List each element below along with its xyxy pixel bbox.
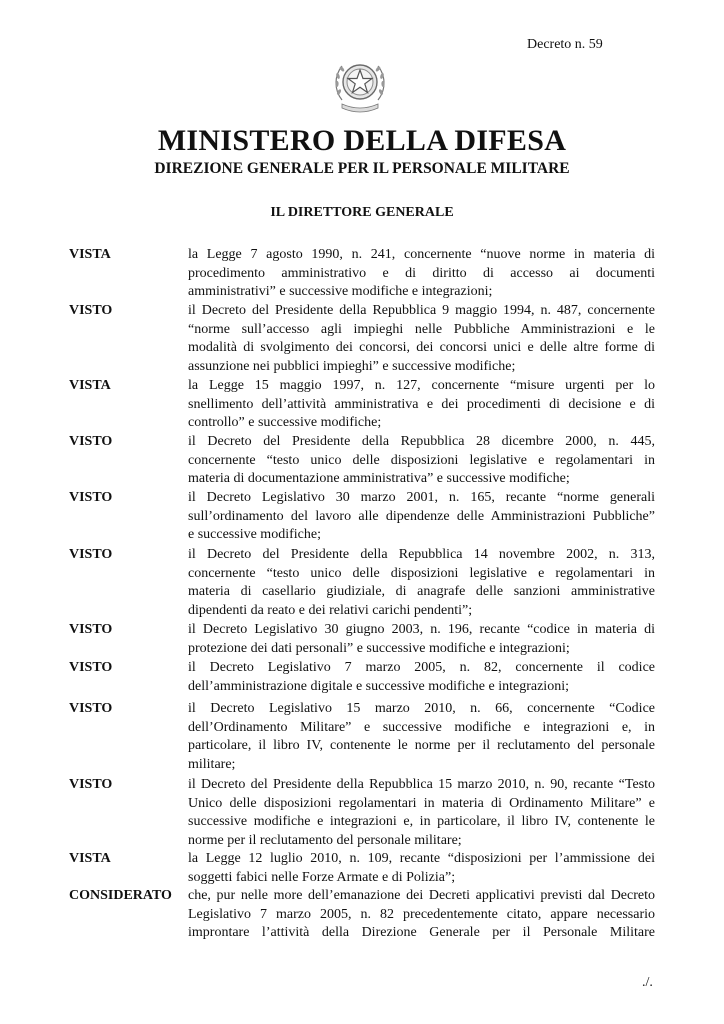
entry-text [188,776,655,851]
entry-text-line: il Decreto Legislativo 30 giugno 2003, n. 196, recante “codice in materia di [188,622,655,637]
entry-text-line: materia di casellario giudiziale, di anagrafe delle sanzioni amministrative [188,584,655,600]
entry-text-line: Legislativo 7 marzo 2005, n. 82 precedentemente citato, appare necessario [188,906,655,922]
entry-text-line: il Decreto del Presidente della Repubblica 14 novembre 2002, n. 313, [188,547,655,562]
entry-text-line: il Decreto Legislativo 15 marzo 2010, n. 66, concernente “Codice [188,701,655,716]
entry-text-line: il Decreto del Presidente della Repubblica 9 maggio 1994, n. 487, concernente [188,303,655,318]
entry-text-line: concernente “testo unico delle disposizioni legislative e regolamentari in [188,565,655,581]
entry-text-line: il Decreto del Presidente della Repubblica 15 marzo 2010, n. 90, recante “Testo [188,777,655,792]
entry-text-line: sull’ordinamento del lavoro alle dipendenze delle Amministrazioni Pubbliche” [188,508,655,524]
entry-text [188,700,655,775]
entry-label: VISTO [69,490,113,505]
entry-text [188,850,655,887]
entry-text [188,433,655,489]
entry-text [188,887,655,943]
entry-text-line: dipendenti da reato e dei relativi carichi pendenti”; [188,603,473,619]
entry-text-line: amministrativi” e successive modifiche e integrazioni; [188,284,493,300]
entry-label: VISTO [69,622,113,637]
entry-text-line: dell’amministrazione digitale e successive modifiche e integrazioni; [188,678,569,694]
entry-text-line: materia di documentazione amministrativa” e successive modifiche; [188,471,570,487]
entry-text-line: norme per il reclutamento del personale militare; [188,833,462,849]
continuation-mark: ./. [642,975,653,990]
entry-text [188,489,655,545]
entry-text-line: procedimento amministrativo e di diritto di accesso ai documenti [188,265,655,281]
entry-text-line: Unico delle disposizioni regolamentari in materia di Ordinamento Militare” e [188,795,655,811]
entry-text-line: il Decreto del Presidente della Repubblica 28 dicembre 2000, n. 445, [188,434,655,449]
entry-text-line: il Decreto Legislativo 7 marzo 2005, n. 82, concernente il codice [188,660,655,675]
entry-text [188,546,655,621]
entry-label: VISTA [69,378,111,393]
entry-text-line: modalità di svolgimento dei concorsi, dei concorsi unici e delle altre forme di [188,340,655,356]
entry-text-line: la Legge 12 luglio 2010, n. 109, recante “disposizioni per l’ammissione dei [188,851,655,866]
entry-label: VISTO [69,701,113,716]
entry-label: VISTO [69,777,113,792]
entry-text [188,621,655,658]
entry-label: VISTO [69,434,113,449]
entry-text-line: controllo” e successive modifiche; [188,415,382,431]
entry-text-line: protezione dei dati personali” e successive modifiche e integrazioni; [188,640,570,656]
entry-text-line: militare; [188,757,236,773]
entry-label: VISTO [69,660,113,675]
entry-text-line: successive modifiche e integrazioni e, in particolare, il libro IV, contenente le [188,814,655,830]
entry-text-line: che, pur nelle more dell’emanazione dei Decreti applicativi previsti dal Decreto [188,888,655,903]
entry-text-line: soggetti fabici nelle Forze Armate e di Polizia”; [188,869,456,885]
entry-text [188,659,655,696]
entry-label: VISTO [69,547,113,562]
decree-number: Decreto n. 59 [527,37,603,52]
entry-text-line: la Legge 7 agosto 1990, n. 241, concernente “nuove norme in materia di [188,247,655,262]
entry-text-line: snellimento dell’attività amministrativa e dei procedimenti di decisione e di [188,396,655,412]
entry-text [188,377,655,433]
entry-label: VISTA [69,851,111,866]
directorate-title: DIREZIONE GENERALE PER IL PERSONALE MILITARE [154,160,570,177]
signatory-title: IL DIRETTORE GENERALE [270,205,454,220]
entry-text [188,302,655,377]
entry-text-line: e successive modifiche; [188,527,321,543]
entry-label: CONSIDERATO [69,888,172,903]
entry-text-line: particolare, il libro IV, contenente le norme per il reclutamento del personale [188,738,655,754]
entry-text-line: la Legge 15 maggio 1997, n. 127, concernente “misure urgenti per lo [188,378,655,393]
ministry-title: MINISTERO DELLA DIFESA [157,124,567,157]
entry-text-line: concernente “testo unico delle disposizioni legislative e regolamentari in [188,452,655,468]
entry-label: VISTO [69,303,113,318]
entry-text-line: il Decreto Legislativo 30 marzo 2001, n. 165, recante “norme generali [188,490,655,505]
entry-text-line: dell’Ordinamento Militare” e successive modifiche e integrazioni e, in [188,719,655,735]
entry-text-line: “norme sull’accesso agli impieghi nelle Pubbliche Amministrazioni e le [188,321,655,337]
entry-label: VISTA [69,247,111,262]
entry-text [188,246,655,302]
entry-text-line: improntare l’attività della Direzione Generale per il Personale Militare [188,925,655,941]
entry-text-line: assunzione nei pubblici impieghi” e successive modifiche; [188,359,516,375]
